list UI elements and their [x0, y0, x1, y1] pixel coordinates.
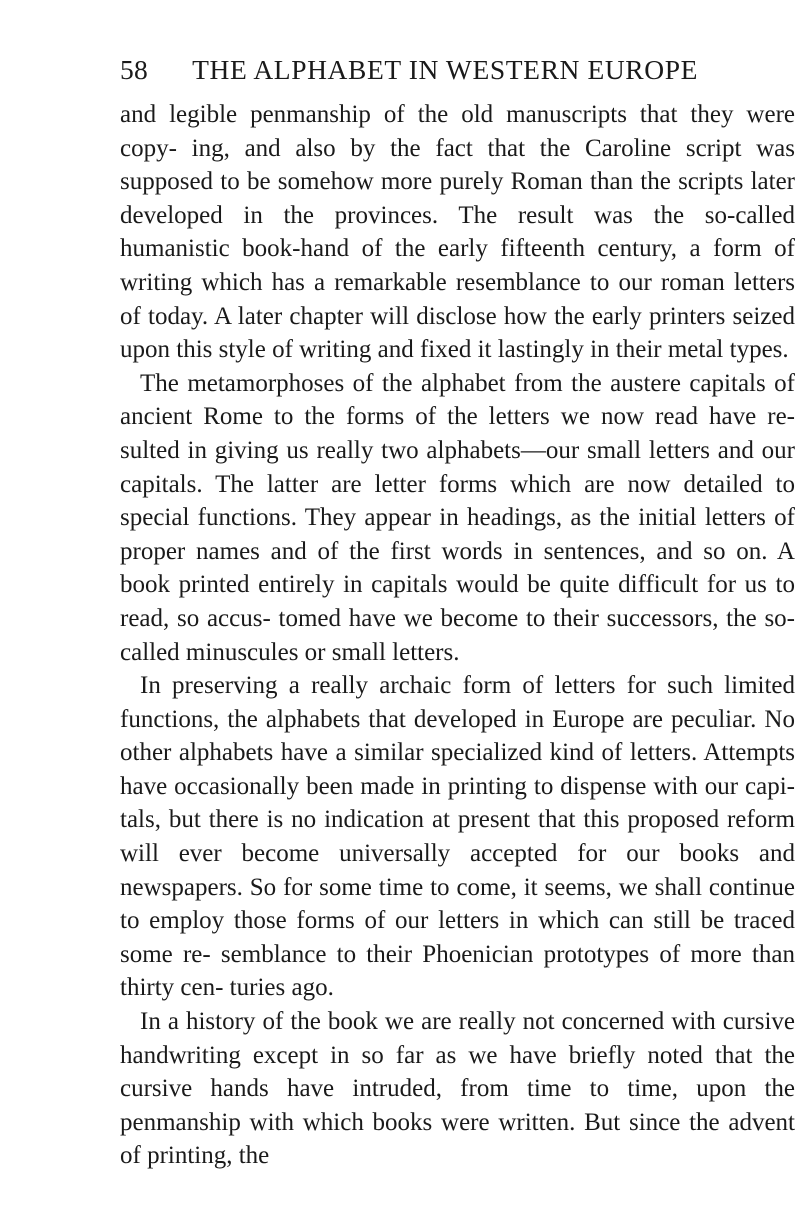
paragraph-3: In preserving a really archaic form of letters for such limited functions, the alphabets that developed in Europe are peculiar. No other alphabets have a similar specialized kind of letters. Attempts have occasionally been made in printing to dispense with our capi- tals, but there is no indication at present that this proposed reform will ever become universally accepted for our books and newspapers. So for some time to come, it seems, we shall continue to employ those forms of our letters in which can still be traced some re- semblance to their Phoenician prototypes of more than thirty cen- turies ago. — [120, 672, 795, 1002]
body-text — [120, 98, 795, 1173]
paragraph-1: and legible penmanship of the old manuscripts that they were copy- ing, and also by the fact that the Caroline script was supposed to be somehow more purely Roman than the scripts later developed in the provinces. The result was the so-called humanistic book-hand of the early fifteenth century, a form of writing which has a remarkable resemblance to our roman letters of today. A later chapter will disclose how the early printers seized upon this style of writing and fixed it lastingly in their metal types. — [120, 101, 795, 364]
paragraph-2: The metamorphoses of the alphabet from the austere capitals of ancient Rome to the forms of the letters we now read have re- sulted in giving us really two alphabets—our small letters and our capitals. The latter are letter forms which are now detailed to special functions. They appear in headings, as the initial letters of proper names and of the first words in sentences, and so on. A book printed entirely in capitals would be quite difficult for us to read, so accus- tomed have we become to their successors, the so-called minuscules or small letters. — [120, 369, 795, 666]
running-head — [120, 50, 698, 90]
page-number: 58 — [120, 54, 149, 85]
paragraph-4: In a history of the book we are really not concerned with cursive handwriting except in so far as we have briefly noted that the cursive hands have intruded, from time to time, upon the penmanship with which books were written. But since the advent of printing, the — [120, 1008, 795, 1170]
running-title: THE ALPHABET IN WESTERN EUROPE — [192, 54, 698, 85]
